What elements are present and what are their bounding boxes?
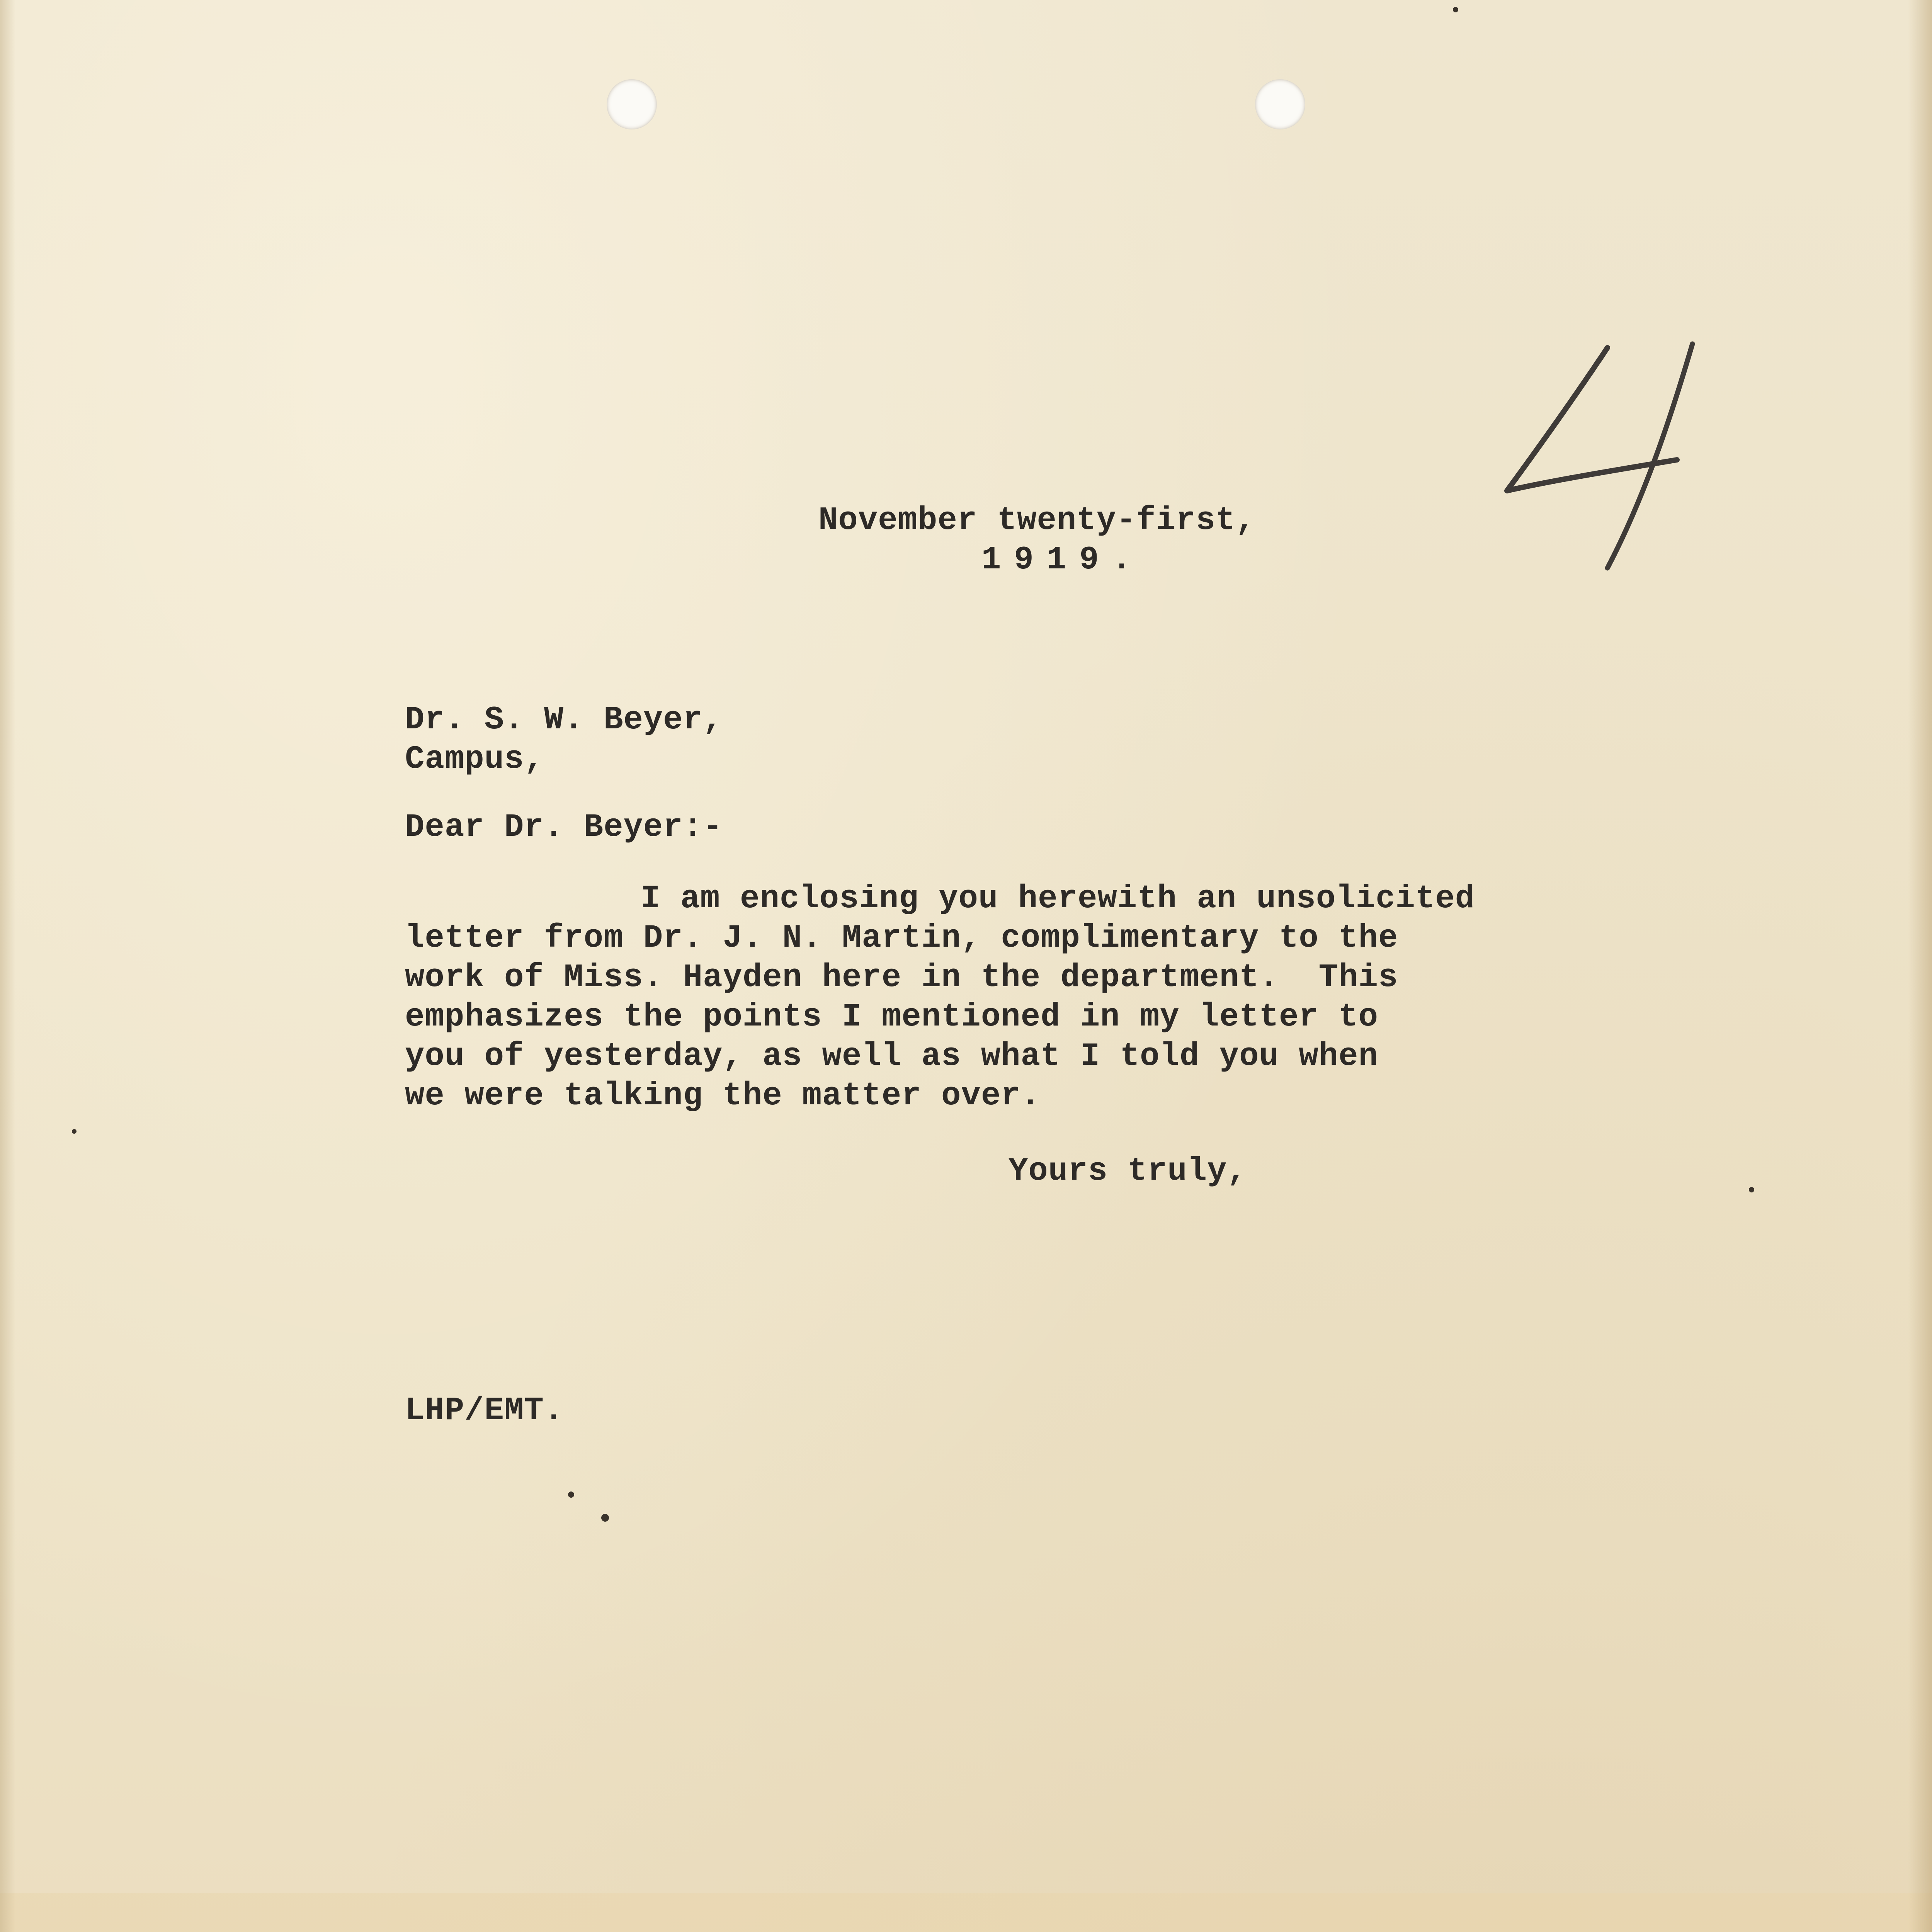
ink-speck — [72, 1129, 77, 1134]
punch-hole-right — [1255, 79, 1305, 129]
punch-hole-left — [607, 79, 657, 129]
date-line: November twenty-first, — [818, 502, 1255, 539]
body-line: we were talking the matter over. — [405, 1078, 1041, 1114]
handwritten-page-number — [1492, 332, 1708, 580]
recipient-name: Dr. S. W. Beyer, — [405, 702, 723, 738]
paper-right-edge — [1908, 0, 1932, 1932]
closing: Yours truly, — [1009, 1153, 1247, 1190]
ink-speck — [1453, 7, 1458, 12]
typist-initials: LHP/EMT. — [405, 1393, 564, 1429]
body-line: work of Miss. Hayden here in the department. This — [405, 959, 1398, 996]
body-line: I am enclosing you herewith an unsolicited — [641, 881, 1475, 917]
body-line: you of yesterday, as well as what I told you when — [405, 1038, 1379, 1075]
recipient-location: Campus, — [405, 741, 544, 778]
paper-left-edge — [0, 0, 15, 1932]
paper-lower-band — [0, 1893, 1932, 1932]
ink-speck — [568, 1492, 574, 1498]
date-year: 1919. — [981, 542, 1145, 578]
ink-speck — [1749, 1187, 1754, 1192]
body-line: emphasizes the points I mentioned in my letter to — [405, 999, 1379, 1036]
body-line: letter from Dr. J. N. Martin, complimentary to the — [405, 920, 1398, 957]
salutation: Dear Dr. Beyer:- — [405, 809, 723, 846]
ink-speck — [601, 1514, 609, 1522]
handwritten-four-glyph — [1492, 332, 1708, 580]
